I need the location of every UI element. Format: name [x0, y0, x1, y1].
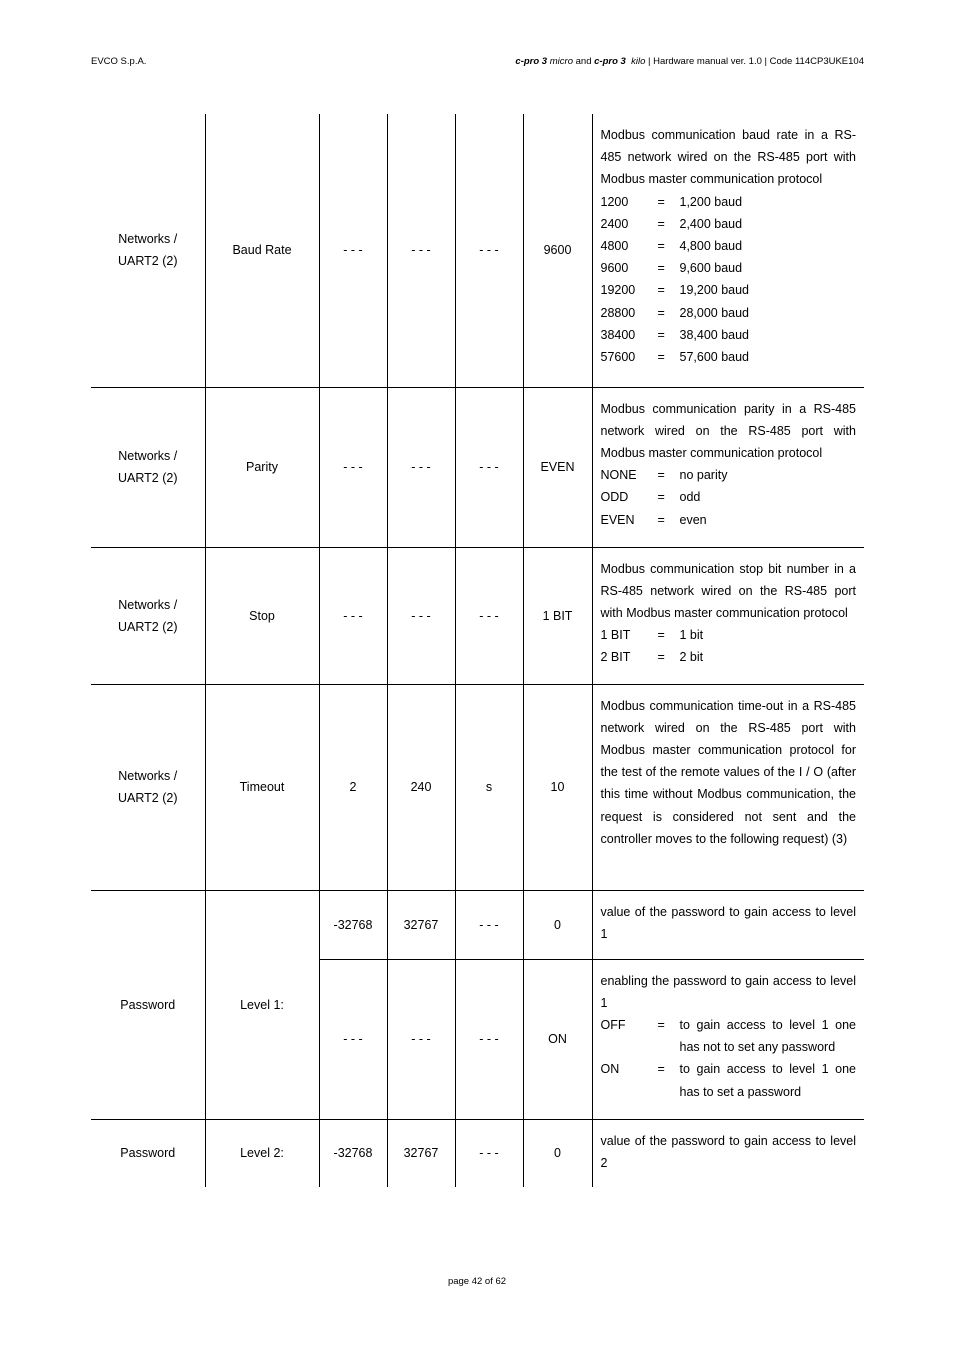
cell-min: - - -	[319, 114, 387, 387]
parameters-table	[91, 114, 864, 1187]
cell-description	[592, 1119, 864, 1187]
option-key: 19200	[600, 283, 636, 298]
cell-group	[91, 890, 205, 1119]
option-key: 2400	[600, 216, 629, 231]
cell-group	[91, 547, 205, 684]
cell-max: - - -	[387, 959, 455, 1119]
option-value: 28,000 baud	[679, 305, 750, 320]
option-key: 38400	[600, 327, 636, 342]
cell-group-text: Password	[120, 1146, 176, 1161]
table-row	[91, 890, 864, 959]
option-key: 28800	[600, 305, 636, 320]
cell-def: 9600	[523, 114, 592, 387]
option-key: 57600	[600, 350, 636, 365]
option-value: even	[679, 512, 707, 527]
option-row	[601, 1014, 857, 1058]
cell-parameter: Parity	[205, 387, 319, 547]
option-value: 1,200 baud	[679, 194, 743, 209]
option-row	[601, 324, 857, 346]
description-text: Modbus communication baud rate in a RS-485 network wired on the RS-485 port with Modbus master communication protocol	[600, 128, 856, 187]
option-key: OFF	[600, 1017, 626, 1032]
table-row	[91, 547, 864, 684]
cell-max: - - -	[387, 547, 455, 684]
cell-group-text: Networks / UART2 (2)	[117, 769, 178, 805]
option-row	[601, 509, 857, 531]
description-text: Modbus communication parity in a RS-485 network wired on the RS-485 port with Modbus master communication protocol	[600, 401, 856, 460]
cell-max: 240	[387, 684, 455, 890]
option-equals: =	[657, 239, 665, 254]
cell-unit: s	[455, 684, 523, 890]
option-value: 1 bit	[679, 628, 704, 643]
option-key: ON	[600, 1062, 620, 1077]
cell-description	[592, 114, 864, 387]
cell-description	[592, 890, 864, 959]
option-key: NONE	[600, 468, 637, 483]
cell-group	[91, 1119, 205, 1187]
cell-min: 2	[319, 684, 387, 890]
cell-min: - - -	[319, 547, 387, 684]
option-equals: =	[657, 283, 665, 298]
header-manual-info	[515, 56, 864, 67]
cell-group	[91, 684, 205, 890]
option-equals: =	[657, 216, 665, 231]
option-row	[601, 486, 857, 508]
table-row	[91, 684, 864, 890]
option-value: 9,600 baud	[679, 261, 743, 276]
option-row	[601, 1058, 857, 1102]
option-row	[601, 257, 857, 279]
cell-parameter: Level 1:	[205, 890, 319, 1119]
option-value: 2 bit	[679, 650, 704, 665]
option-value: 19,200 baud	[679, 283, 750, 298]
cell-def: ON	[523, 959, 592, 1119]
cell-group	[91, 387, 205, 547]
parameters-table-body	[91, 114, 864, 1187]
description-text: Modbus communication time-out in a RS-485 network wired on the RS-485 port with Modbus master communication protocol for the test of the remote values of the I / O (after this time without Modbus communication, the request is considered not sent and the controller moves to the following request) (3)	[600, 698, 856, 846]
option-row	[601, 646, 857, 668]
option-equals: =	[657, 194, 665, 209]
cell-unit: - - -	[455, 959, 523, 1119]
option-row	[601, 235, 857, 257]
option-key: EVEN	[600, 512, 635, 527]
option-equals: =	[657, 261, 665, 276]
option-value: to gain access to level 1 one has to set a password	[679, 1062, 856, 1099]
option-row	[601, 464, 857, 486]
cell-def: EVEN	[523, 387, 592, 547]
option-row	[601, 346, 857, 368]
option-key: 9600	[600, 261, 629, 276]
header-product-b: c-pro 3	[594, 56, 626, 67]
header-company: EVCO S.p.A.	[91, 56, 147, 67]
cell-parameter: Timeout	[205, 684, 319, 890]
option-row	[601, 279, 857, 301]
cell-parameter: Level 2:	[205, 1119, 319, 1187]
option-equals: =	[657, 468, 665, 483]
header-product-a: c-pro 3	[515, 56, 548, 67]
cell-min: -32768	[319, 1119, 387, 1187]
option-key: 2 BIT	[600, 650, 631, 665]
description-text: Modbus communication stop bit number in a RS-485 network wired on the RS-485 port with Modbus master communication protocol	[600, 561, 856, 620]
option-value: no parity	[679, 468, 728, 483]
header-and: and	[575, 56, 592, 67]
cell-description	[592, 547, 864, 684]
option-key: 1 BIT	[600, 628, 631, 643]
table-row	[91, 114, 864, 387]
option-value: 4,800 baud	[679, 239, 743, 254]
option-row	[601, 213, 857, 235]
cell-min: - - -	[319, 959, 387, 1119]
option-value: odd	[679, 490, 701, 505]
option-value: 2,400 baud	[679, 216, 743, 231]
cell-description	[592, 684, 864, 890]
cell-group-text: Password	[120, 997, 176, 1012]
table-row	[91, 1119, 864, 1187]
cell-description	[592, 959, 864, 1119]
option-key: 1200	[600, 194, 629, 209]
description-text: value of the password to gain access to level 2	[600, 1133, 856, 1170]
table-row	[91, 387, 864, 547]
header-product-a-sub: micro	[549, 56, 573, 67]
cell-def: 10	[523, 684, 592, 890]
option-equals: =	[657, 1062, 665, 1077]
option-value: 38,400 baud	[679, 327, 750, 342]
cell-max: - - -	[387, 114, 455, 387]
cell-def: 1 BIT	[523, 547, 592, 684]
cell-max: 32767	[387, 890, 455, 959]
cell-unit: - - -	[455, 547, 523, 684]
page-number: page 42 of 62	[447, 1276, 507, 1287]
option-equals: =	[657, 350, 665, 365]
cell-def: 0	[523, 890, 592, 959]
option-row	[601, 624, 857, 646]
option-equals: =	[657, 650, 665, 665]
option-value: to gain access to level 1 one has not to set any password	[679, 1017, 856, 1055]
option-equals: =	[657, 305, 665, 320]
cell-description	[592, 387, 864, 547]
cell-def: 0	[523, 1119, 592, 1187]
option-equals: =	[657, 512, 665, 527]
option-row	[601, 302, 857, 324]
header-product-b-sub: kilo	[631, 56, 646, 67]
option-equals: =	[657, 327, 665, 342]
option-key: 4800	[600, 239, 629, 254]
cell-unit: - - -	[455, 1119, 523, 1187]
cell-max: - - -	[387, 387, 455, 547]
description-text: value of the password to gain access to level 1	[600, 904, 856, 941]
option-row	[601, 191, 857, 213]
cell-group-text: Networks / UART2 (2)	[117, 449, 178, 485]
description-text: enabling the password to gain access to level 1	[600, 973, 856, 1010]
cell-unit: - - -	[455, 387, 523, 547]
cell-min: -32768	[319, 890, 387, 959]
option-key: ODD	[600, 490, 629, 505]
option-value: 57,600 baud	[679, 350, 750, 365]
cell-unit: - - -	[455, 890, 523, 959]
cell-unit: - - -	[455, 114, 523, 387]
option-equals: =	[657, 490, 665, 505]
option-equals: =	[657, 628, 665, 643]
cell-group	[91, 114, 205, 387]
cell-parameter: Baud Rate	[205, 114, 319, 387]
cell-min: - - -	[319, 387, 387, 547]
cell-parameter: Stop	[205, 547, 319, 684]
cell-max: 32767	[387, 1119, 455, 1187]
header-manual-rest: | Hardware manual ver. 1.0 | Code 114CP3UKE104	[648, 56, 864, 67]
cell-group-text: Networks / UART2 (2)	[117, 597, 178, 634]
option-equals: =	[657, 1017, 665, 1032]
cell-group-text: Networks / UART2 (2)	[117, 232, 178, 269]
